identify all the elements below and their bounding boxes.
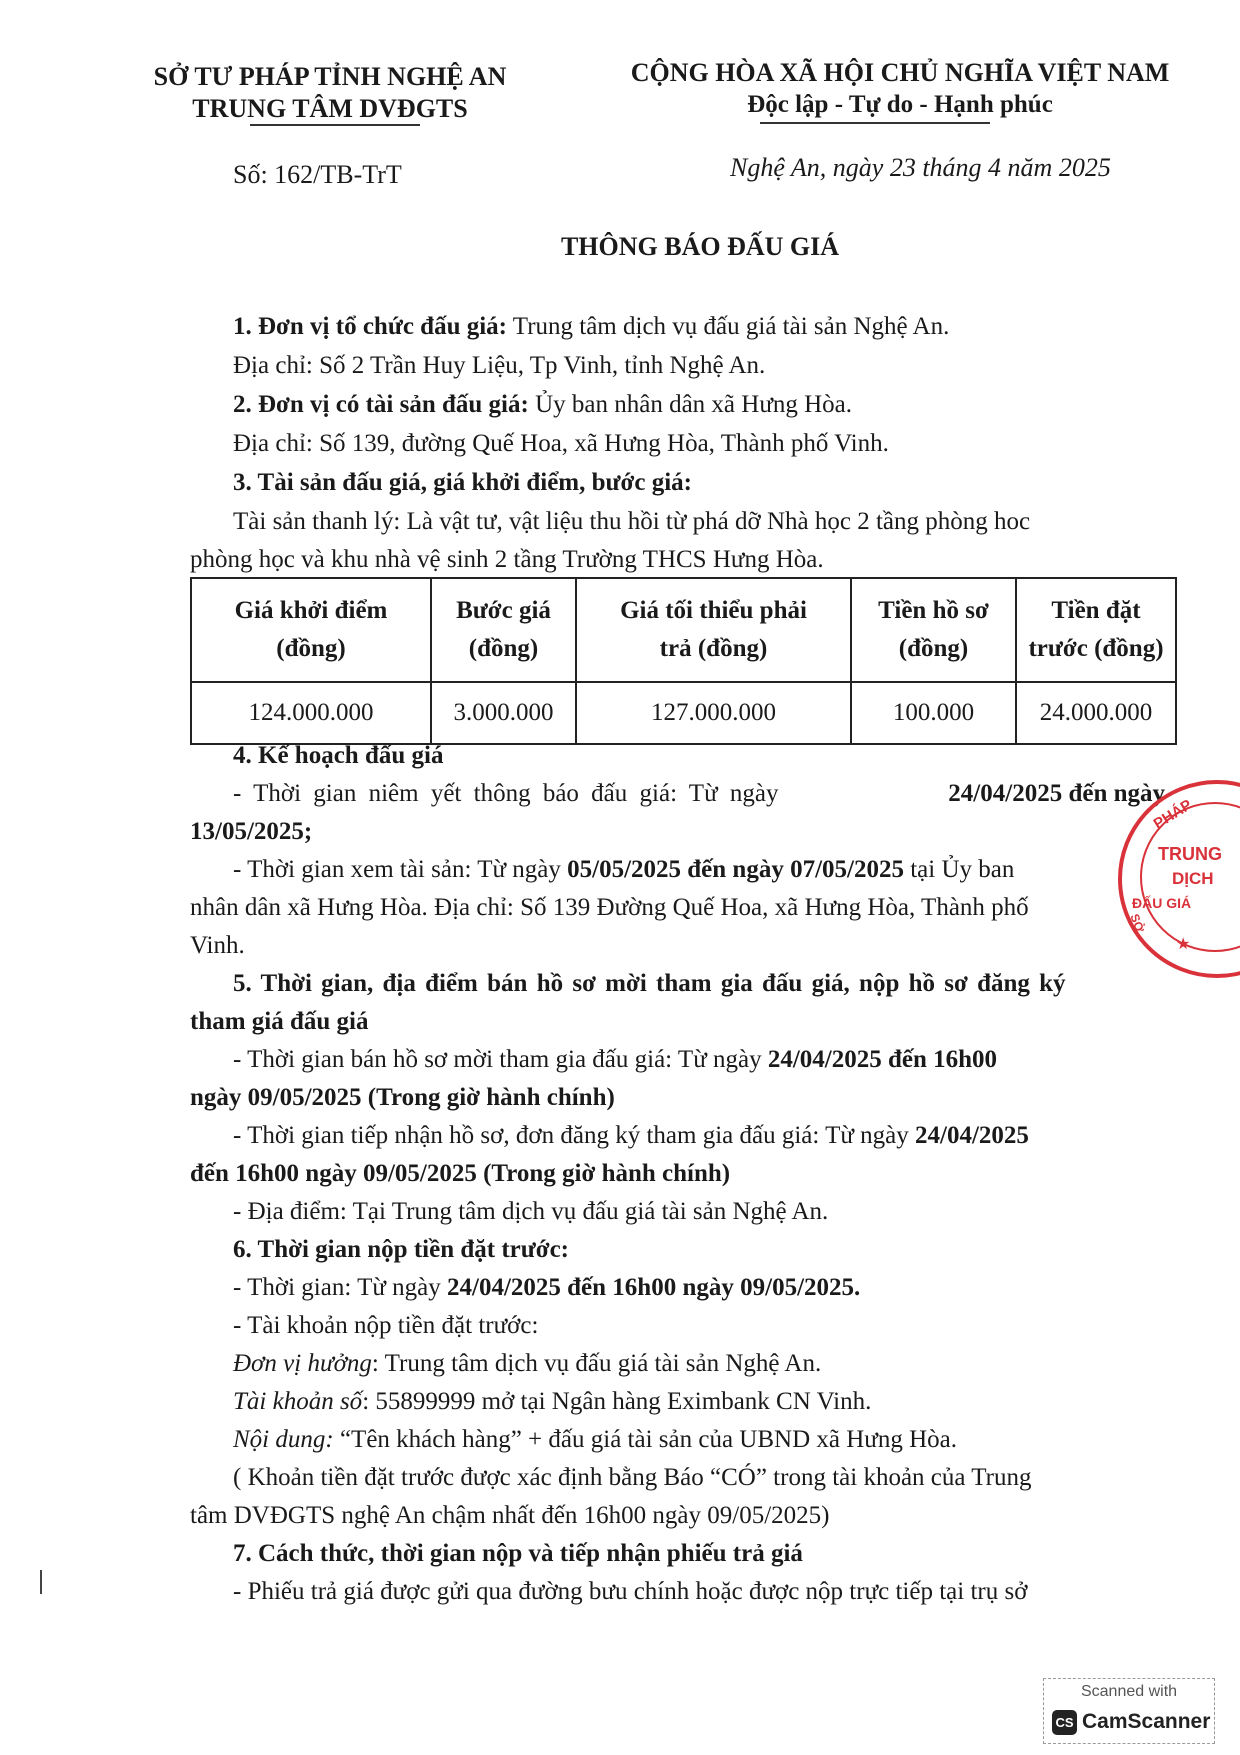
table-cell: 124.000.000	[191, 682, 431, 744]
receive-time-line	[233, 1122, 1029, 1150]
section-2-line	[233, 391, 852, 419]
section-2-address: Địa chỉ: Số 139, đường Quế Hoa, xã Hưng Hòa, Thành phố Vinh.	[233, 430, 889, 457]
table-cell: 127.000.000	[576, 682, 851, 744]
country-name: CỘNG HÒA XÃ HỘI CHỦ NGHĨA VIỆT NAM	[630, 58, 1170, 87]
org-underline	[250, 124, 420, 126]
section-2-label: 2. Đơn vị có tài sản đấu giá:	[233, 391, 529, 418]
deposit-note-line: ( Khoản tiền đặt trước được xác định bằng Báo “CÓ” trong tài khoản của Trung	[233, 1464, 1032, 1491]
deposit-note-end: tâm DVĐGTS nghệ An chậm nhất đến 16h00 ngày 09/05/2025)	[190, 1502, 830, 1529]
table-cell: 100.000	[851, 682, 1016, 744]
section-7-label: 7. Cách thức, thời gian nộp và tiếp nhận phiếu trả giá	[233, 1540, 803, 1567]
section-4-label: 4. Kế hoạch đấu giá	[233, 742, 444, 769]
sale-time-text: - Thời gian bán hồ sơ mời tham gia đấu giá: Từ ngày	[233, 1046, 768, 1073]
account-number-text: : 55899999 mở tại Ngân hàng Eximbank CN Vinh.	[362, 1388, 872, 1415]
table-header-row	[191, 578, 1176, 682]
stamp-text-line2: DỊCH	[1172, 869, 1214, 888]
section-6-label: 6. Thời gian nộp tiền đặt trước:	[233, 1236, 570, 1263]
document-title: THÔNG BÁO ĐẤU GIÁ	[560, 232, 840, 261]
table-cell: 24.000.000	[1016, 682, 1176, 744]
scan-mark	[40, 1570, 42, 1594]
deposit-time-text: - Thời gian: Từ ngày	[233, 1274, 448, 1301]
section-5-heading: 5. Thời gian, địa điểm bán hồ sơ mời tham gia đấu giá, nộp hồ sơ đăng ký	[233, 970, 1066, 997]
viewing-time-place: tại Ủy ban	[903, 856, 1015, 883]
table-cell: 3.000.000	[431, 682, 576, 744]
section-2-text: Ủy ban nhân dân xã Hưng Hòa.	[528, 391, 853, 418]
table-header-cell: Giá tối thiểu phải trả (đồng)	[576, 578, 851, 682]
motto: Độc lập - Tự do - Hạnh phúc	[747, 91, 1053, 118]
location-line: - Địa điểm: Tại Trung tâm dịch vụ đấu giá tài sản Nghệ An.	[233, 1198, 829, 1225]
table-header-cell: Tiền đặt trước (đồng)	[1016, 578, 1176, 682]
receive-time-end: đến 16h00 ngày 09/05/2025 (Trong giờ hành chính)	[190, 1160, 731, 1187]
beneficiary-text: : Trung tâm dịch vụ đấu giá tài sản Nghệ An.	[371, 1350, 822, 1377]
camscanner-name: CamScanner	[1082, 1710, 1211, 1733]
viewing-address-end: Vinh.	[190, 932, 245, 959]
payment-content-line	[233, 1426, 957, 1454]
posting-time-end: 13/05/2025;	[190, 818, 313, 845]
section-5-heading-end: tham giá đấu giá	[190, 1008, 369, 1035]
payment-content-text: “Tên khách hàng” + đấu giá tài sản của UBND xã Hưng Hòa.	[333, 1426, 957, 1453]
motto-underline	[760, 122, 990, 124]
beneficiary-line	[233, 1350, 821, 1378]
sale-time-end: ngày 09/05/2025 (Trong giờ hành chính)	[190, 1084, 615, 1111]
deposit-account-intro: - Tài khoản nộp tiền đặt trước:	[233, 1312, 539, 1339]
posting-time-text: - Thời gian niêm yết thông báo đấu giá: Từ ngày	[233, 780, 791, 807]
org-line-1: SỞ TƯ PHÁP TỈNH NGHỆ AN	[153, 62, 507, 91]
stamp-text-left: SỞ	[1127, 912, 1147, 934]
stamp-text-top: PHÁP	[1150, 796, 1196, 833]
payment-content-label: Nội dung:	[233, 1426, 334, 1453]
camscanner-watermark	[1043, 1678, 1215, 1744]
stamp-text-line1: TRUNG	[1158, 844, 1222, 864]
viewing-address-line: nhân dân xã Hưng Hòa. Địa chỉ: Số 139 Đường Quế Hoa, xã Hưng Hòa, Thành phố	[190, 894, 1029, 921]
viewing-time-text: - Thời gian xem tài sản: Từ ngày	[233, 856, 568, 883]
account-number-label: Tài khoản số	[233, 1388, 363, 1415]
deposit-time-line	[233, 1274, 860, 1302]
official-stamp	[1118, 780, 1240, 978]
asset-line-2: phòng học và khu nhà vệ sinh 2 tầng Trường THCS Hưng Hòa.	[190, 546, 824, 573]
section-1-line	[233, 313, 949, 341]
place-date: Nghệ An, ngày 23 tháng 4 năm 2025	[730, 153, 1111, 182]
sale-time-line	[233, 1046, 997, 1074]
doc-number: Số: 162/TB-TrT	[233, 160, 402, 189]
beneficiary-label: Đơn vị hưởng	[233, 1350, 372, 1377]
bid-submission-line: - Phiếu trả giá được gửi qua đường bưu chính hoặc được nộp trực tiếp tại trụ sở	[233, 1578, 1028, 1605]
stamp-text-line3: ĐẤU GIÁ	[1132, 895, 1192, 911]
deposit-time-dates: 24/04/2025 đến 16h00 ngày 09/05/2025.	[447, 1274, 861, 1301]
viewing-time-line	[233, 856, 1014, 884]
camscanner-logo: CS	[1052, 1710, 1077, 1735]
section-3-label: 3. Tài sản đấu giá, giá khởi điểm, bước giá:	[233, 469, 692, 496]
table-header-cell: Giá khởi điểm (đồng)	[191, 578, 431, 682]
camscanner-caption: Scanned with	[1080, 1683, 1178, 1700]
posting-time-line	[233, 780, 1165, 808]
section-1-label: 1. Đơn vị tổ chức đấu giá:	[233, 313, 507, 340]
receive-time-date: 24/04/2025	[915, 1122, 1029, 1149]
table-header-cell: Bước giá (đồng)	[431, 578, 576, 682]
sale-time-dates: 24/04/2025 đến 16h00	[767, 1046, 998, 1073]
auction-price-table	[190, 577, 1177, 745]
table-header-cell: Tiền hồ sơ (đồng)	[851, 578, 1016, 682]
table-value-row	[191, 682, 1176, 744]
posting-time-dates: 24/04/2025 đến ngày	[948, 780, 1165, 807]
account-number-line	[233, 1388, 871, 1416]
section-1-text: Trung tâm dịch vụ đấu giá tài sản Nghệ An.	[507, 313, 950, 340]
viewing-time-dates: 05/05/2025 đến ngày 07/05/2025	[567, 856, 904, 883]
receive-time-text: - Thời gian tiếp nhận hồ sơ, đơn đăng ký tham gia đấu giá: Từ ngày	[233, 1122, 916, 1149]
stamp-star-icon: ★	[1176, 936, 1191, 953]
section-1-address: Địa chỉ: Số 2 Trần Huy Liệu, Tp Vinh, tỉnh Nghệ An.	[233, 352, 766, 379]
asset-line-1: Tài sản thanh lý: Là vật tư, vật liệu thu hồi từ phá dỡ Nhà học 2 tầng phòng hoc	[233, 508, 1031, 535]
org-line-2: TRUNG TÂM DVĐGTS	[192, 94, 468, 123]
